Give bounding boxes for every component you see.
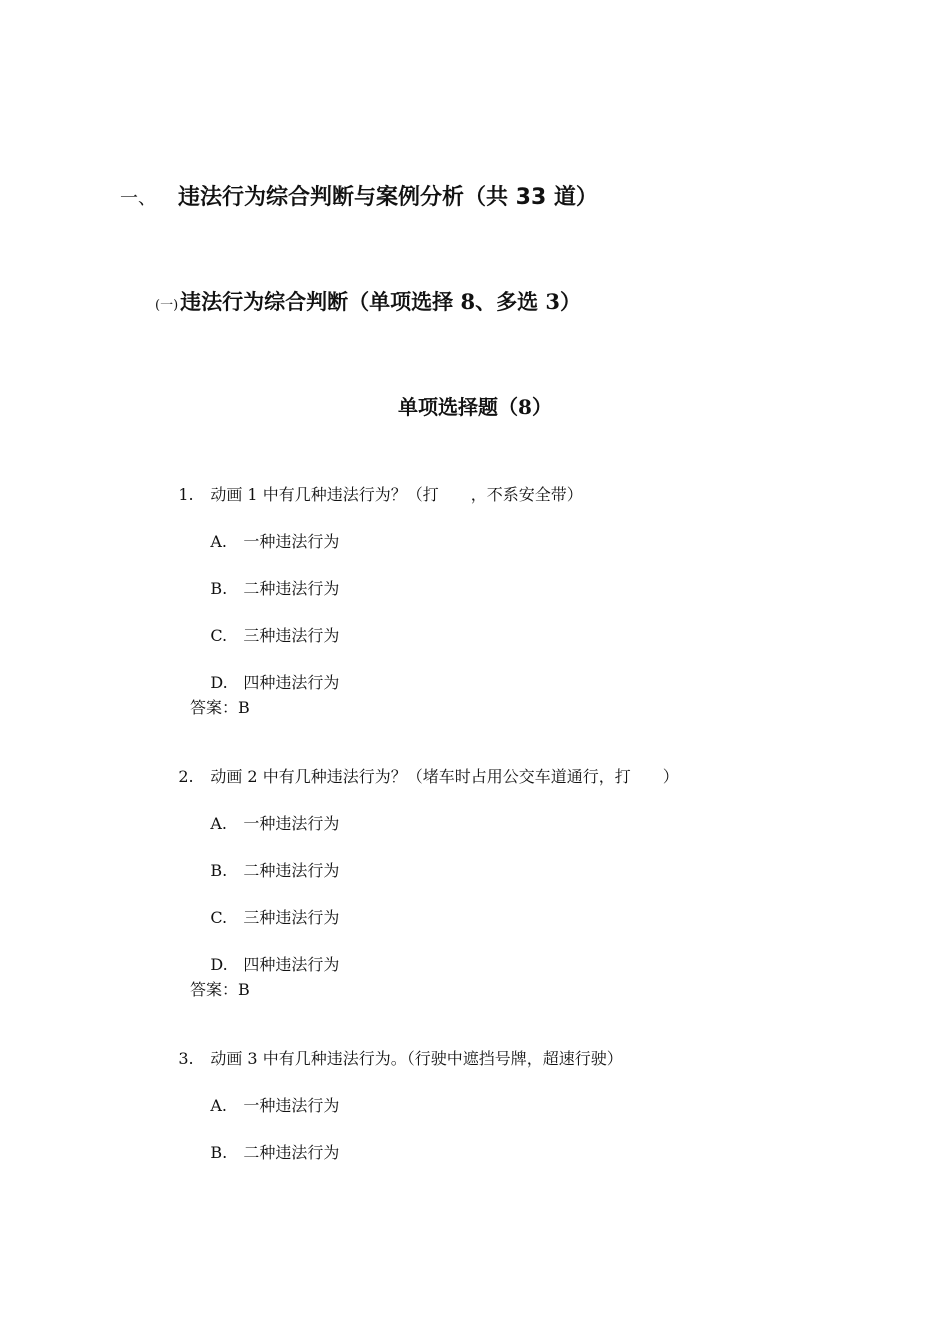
question-2-answer: 答案：B — [190, 980, 250, 999]
option-letter: A. — [210, 532, 227, 551]
option-text: 一种违法行为 — [243, 814, 340, 833]
question-text: 动画 1 中有几种违法行为？（打 ，不系安全带） — [210, 485, 583, 504]
question-number: 1. — [178, 485, 194, 504]
option-letter: B. — [210, 861, 228, 880]
option-letter: A. — [210, 1096, 227, 1115]
option-letter: C. — [210, 626, 228, 645]
option-text: 二种违法行为 — [243, 861, 340, 880]
question-text: 动画 3 中有几种违法行为。（行驶中遮挡号牌，超速行驶） — [210, 1049, 623, 1068]
option-letter: B. — [210, 1143, 228, 1162]
question-number: 3. — [178, 1049, 194, 1068]
question-3-option-b — [190, 1120, 339, 1186]
section-title: 违法行为综合判断与案例分析（共 33 道） — [178, 185, 598, 210]
question-1-answer: 答案：B — [190, 698, 250, 717]
subsection-number: (一) — [155, 298, 179, 313]
option-text: 四种违法行为 — [243, 955, 340, 974]
subsection-heading — [155, 287, 581, 321]
option-letter: A. — [210, 814, 227, 833]
option-text: 一种违法行为 — [243, 1096, 340, 1115]
section-number: 一、 — [120, 188, 156, 209]
subsection-title: 违法行为综合判断（单项选择 8、多选 3） — [180, 289, 582, 314]
option-letter: D. — [210, 955, 228, 974]
section-heading — [120, 183, 598, 214]
option-text: 二种违法行为 — [243, 579, 340, 598]
part-title: 单项选择题（8） — [398, 395, 552, 419]
option-letter: D. — [210, 673, 228, 692]
option-letter: B. — [210, 579, 228, 598]
question-number: 2. — [178, 767, 194, 786]
option-text: 三种违法行为 — [243, 626, 340, 645]
option-text: 三种违法行为 — [243, 908, 340, 927]
option-text: 一种违法行为 — [243, 532, 340, 551]
option-text: 二种违法行为 — [243, 1143, 340, 1162]
question-text: 动画 2 中有几种违法行为？（堵车时占用公交车道通行，打 ） — [210, 767, 679, 786]
option-text: 四种违法行为 — [243, 673, 340, 692]
option-letter: C. — [210, 908, 228, 927]
